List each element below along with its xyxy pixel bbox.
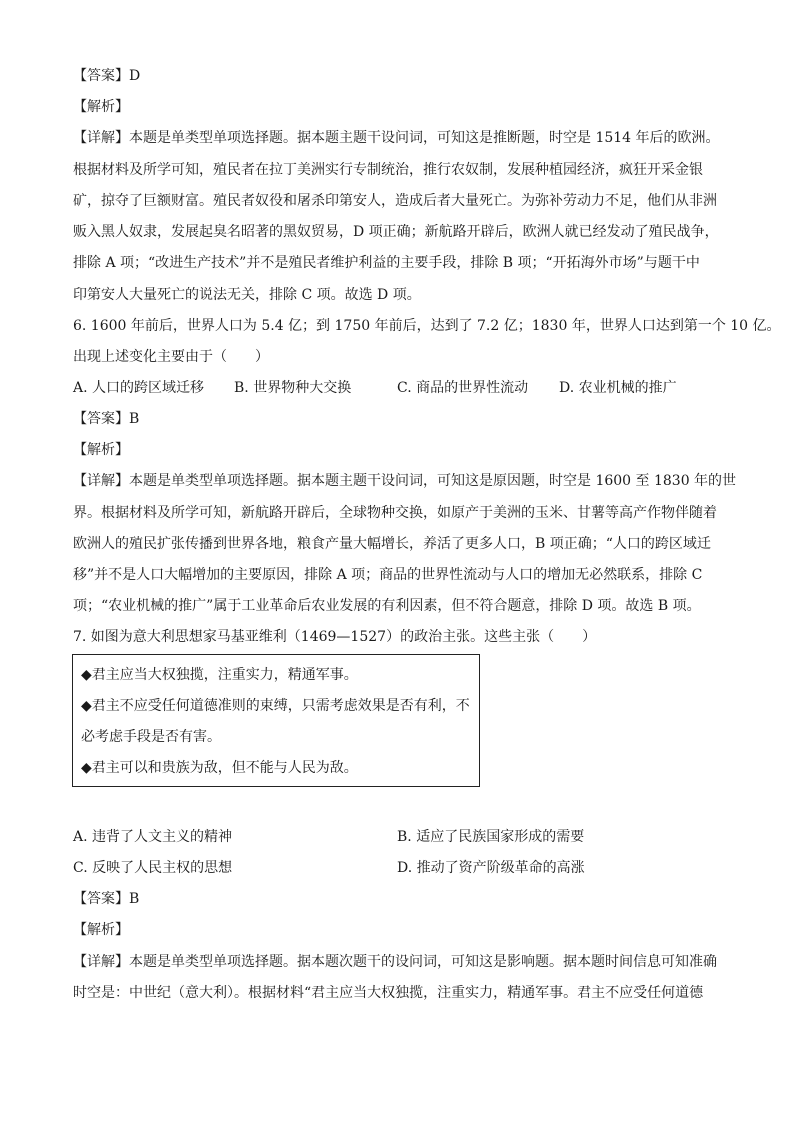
q7-option-d: D. 推动了资产阶级革命的高涨 <box>397 860 585 876</box>
q5-analysis-heading: 【解析】 <box>73 99 129 115</box>
q6-stem: 6. 1600 年前后，世界人口为 5.4 亿；到 1750 年前后，达到了 7.2 亿；1830 年，世界人口达到第一个 10 亿。 <box>73 318 781 334</box>
q7-answer: 【答案】B <box>73 891 140 907</box>
q6-option-a: A. 人口的跨区域迁移 <box>73 380 205 396</box>
q7-material-line: 必考虑手段是否有害。 <box>81 729 221 745</box>
q7-detail-line: 【详解】本题是单类型单项选择题。据本题次题干的设问词，可知这是影响题。据本题时间信息可知准确 <box>73 954 717 970</box>
q7-detail-line: 时空是：中世纪（意大利）。根据材料“君主应当大权独揽，注重实力，精通军事。君主不应受任何道德 <box>73 985 704 1001</box>
q5-detail-line: 根据材料及所学可知，殖民者在拉丁美洲实行专制统治，推行农奴制，发展种植园经济，疯狂开采金银 <box>73 162 703 178</box>
q6-detail-line: 项；“农业机械的推广”属于工业革命后农业发展的有利因素，但不符合题意，排除 D 项。故选 B 项。 <box>73 598 701 614</box>
q7-material-line: ◆君主可以和贵族为敌，但不能与人民为敌。 <box>81 760 358 776</box>
q5-detail-line: 印第安人大量死亡的说法无关，排除 C 项。故选 D 项。 <box>73 287 421 303</box>
q7-option-b: B. 适应了民族国家形成的需要 <box>397 829 585 845</box>
q6-answer: 【答案】B <box>73 411 140 427</box>
q6-detail-line: 移”并不是人口大幅增加的主要原因，排除 A 项；商品的世界性流动与人口的增加无必然联系，排除 C <box>73 567 703 583</box>
q6-analysis-heading: 【解析】 <box>73 442 129 458</box>
q7-option-c: C. 反映了人民主权的思想 <box>73 860 233 876</box>
q5-answer: 【答案】D <box>73 68 141 84</box>
q5-detail-line: 【详解】本题是单类型单项选择题。据本题主题干设问词，可知这是推断题，时空是 1514 年后的欧洲。 <box>73 130 720 146</box>
q7-material-line: ◆君主应当大权独揽，注重实力，精通军事。 <box>81 667 358 683</box>
q6-detail-line: 界。根据材料及所学可知，新航路开辟后，全球物种交换，如原产于美洲的玉米、甘薯等高产作物伴随着 <box>73 505 717 521</box>
q5-detail-line: 贩入黑人奴隶，发展起臭名昭著的黑奴贸易，D 项正确；新航路开辟后，欧洲人就已经发动了殖民战争， <box>73 224 719 240</box>
q6-stem: 出现上述变化主要由于（ ） <box>73 349 269 365</box>
q7-option-a: A. 违背了人文主义的精神 <box>73 829 233 845</box>
q7-material-box <box>72 654 480 787</box>
q6-option-c: C. 商品的世界性流动 <box>397 380 529 396</box>
q7-analysis-heading: 【解析】 <box>73 922 129 938</box>
q7-material-line: ◆君主不应受任何道德准则的束缚，只需考虑效果是否有利，不 <box>81 698 470 714</box>
q5-detail-line: 排除 A 项；“改进生产技术”并不是殖民者维护利益的主要手段，排除 B 项；“开拓海外市场”与题干中 <box>73 255 700 271</box>
q6-detail-line: 【详解】本题是单类型单项选择题。据本题主题干设问词，可知这是原因题，时空是 1600 至 1830 年的世 <box>73 473 737 489</box>
q6-detail-line: 欧洲人的殖民扩张传播到世界各地，粮食产量大幅增长，养活了更多人口，B 项正确；“人口的跨区域迁 <box>73 536 711 552</box>
q5-detail-line: 矿，掠夺了巨额财富。殖民者奴役和屠杀印第安人，造成后者大量死亡。为弥补劳动力不足，他们从非洲 <box>73 193 717 209</box>
q6-option-d: D. 农业机械的推广 <box>559 380 677 396</box>
q7-stem: 7. 如图为意大利思想家马基亚维利（1469—1527）的政治主张。这些主张（ ） <box>73 629 597 645</box>
q6-option-b: B. 世界物种大交换 <box>234 380 352 396</box>
